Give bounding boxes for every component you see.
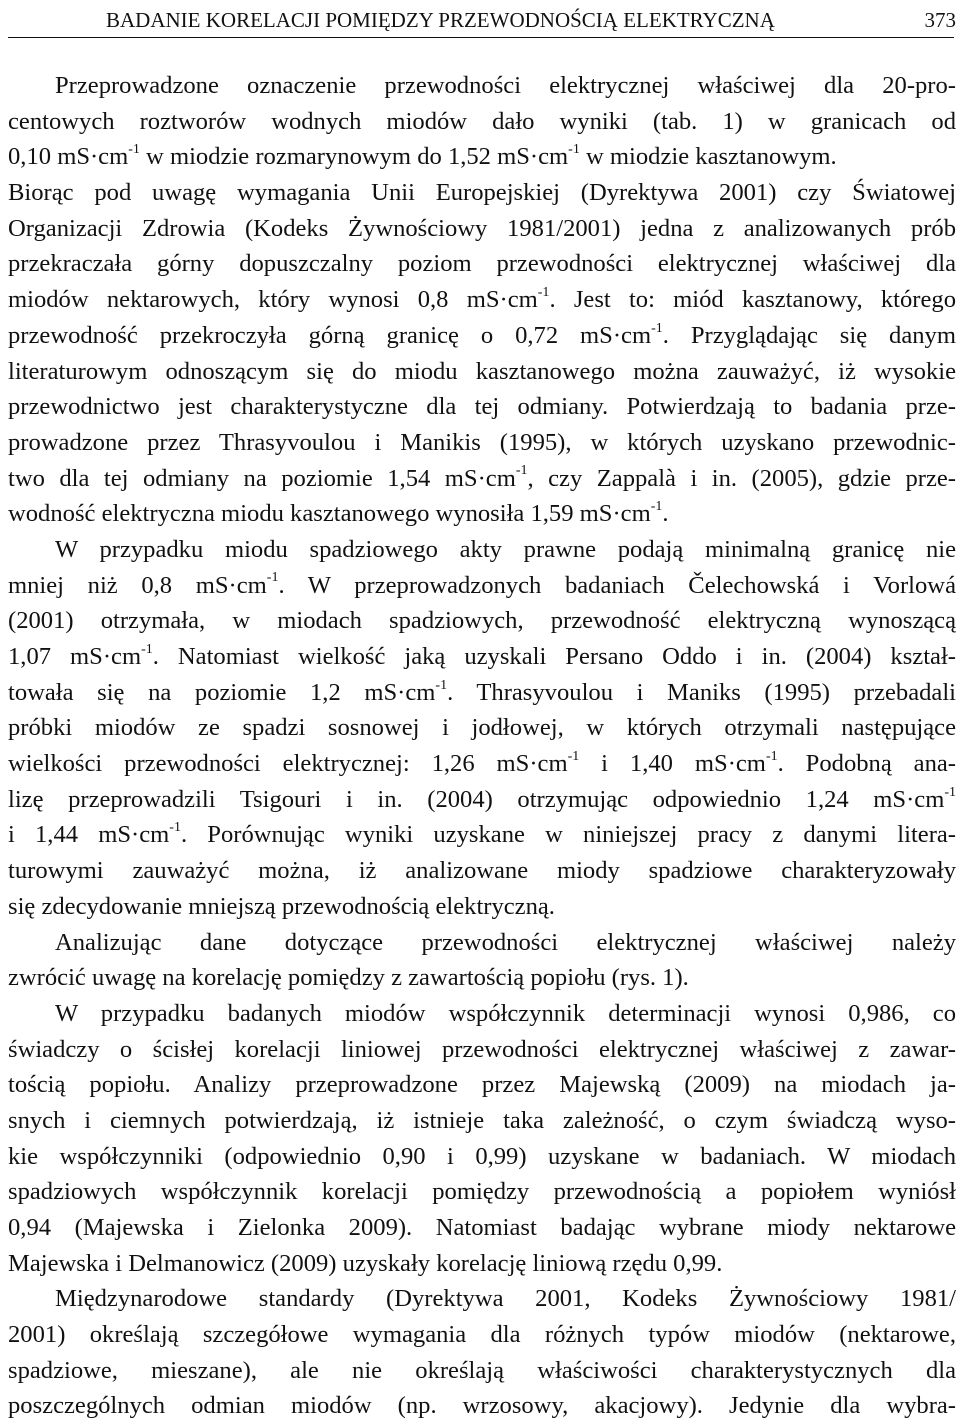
text-line: mniej niż 0,8 $mS\cdot cm^{-1}$. W przeprowadzonych badaniach Čelechowská i Vorlowá <box>8 570 956 599</box>
text-line: 0,10 $mS\cdot cm^{-1}$ w miodzie rozmarynowym do 1,52 $mS\cdot cm^{-1}$ w miodzie kasztanowym. <box>8 142 837 171</box>
running-header-title: BADANIE KORELACJI POMIĘDZY PRZEWODNOŚCIĄ ELEKTRYCZNĄ <box>106 8 775 32</box>
body-text <box>8 68 956 1424</box>
text-line: 1,07 $mS\cdot cm^{-1}$. Natomiast wielkość jaką uzyskali Persano Oddo i in. (2004) kształ- <box>8 641 956 670</box>
text-line: Analizując dane dotyczące przewodności elektrycznej właściwej należy <box>55 928 956 956</box>
superscript: -1 <box>128 142 140 158</box>
text-line: snych i ciemnych potwierdzają, iż istnieje taka zależność, o czym świadczą wyso- <box>8 1106 956 1134</box>
text-line: Biorąc pod uwagę wymagania Unii Europejskiej (Dyrektywa 2001) czy Światowej <box>8 179 956 207</box>
page-number: 373 <box>924 8 956 32</box>
text-line: tością popiołu. Analizy przeprowadzone przez Majewską (2009) na miodach ja- <box>8 1071 956 1099</box>
text-line: Organizacji Zdrowia (Kodeks Żywnościowy 1981/2001) jedna z analizowanych prób <box>8 214 956 242</box>
superscript: -1 <box>266 570 279 586</box>
text-line: przekraczała górny dopuszczalny poziom przewodności elektrycznej właściwej dla <box>8 250 956 278</box>
text-line: W przypadku miodu spadziowego akty prawne podają minimalną granicę nie <box>55 535 956 563</box>
text-line: (2001) otrzymała, w miodach spadziowych, przewodność elektryczną wynoszącą <box>8 607 956 635</box>
superscript: -1 <box>537 284 550 300</box>
text-line: poszczególnych odmian miodów (np. wrzosowy, akacjowy). Jedynie dla wybra- <box>8 1392 956 1420</box>
text-line: literaturowym odnoszącym się do miodu kasztanowego można zauważyć, iż wysokie <box>8 357 956 385</box>
superscript: -1 <box>567 748 580 764</box>
text-line: turowymi zauważyć można, iż analizowane miody spadziowe charakteryzowały <box>8 857 956 885</box>
text-line: lizę przeprowadzili Tsigouri i in. (2004) otrzymując odpowiednio 1,24 $mS\cdot cm^{-1}$ <box>8 784 956 813</box>
text-line: spadziowe, mieszane), ale nie określają właściwości charakterystycznych dla <box>8 1356 956 1384</box>
header-rule <box>8 37 954 38</box>
text-line: Majewska i Delmanowicz (2009) uzyskały korelację liniową rzędu 0,99. <box>8 1249 723 1277</box>
text-line: zwrócić uwagę na korelację pomiędzy z zawartością popiołu (rys. 1). <box>8 964 689 992</box>
text-line: się zdecydowanie mniejszą przewodnością elektryczną. <box>8 892 555 920</box>
text-line: i 1,44 $mS\cdot cm^{-1}$. Porównując wyniki uzyskane w niniejszej pracy z danymi litera- <box>8 820 956 849</box>
text-line: Międzynarodowe standardy (Dyrektywa 2001, Kodeks Żywnościowy 1981/ <box>55 1285 956 1313</box>
superscript: -1 <box>141 641 153 657</box>
text-line: prowadzone przez Thrasyvoulou i Manikis (1995), w których uzyskano przewodnic- <box>8 428 956 456</box>
text-line: przewodnictwo jest charakterystyczne dla tej odmiany. Potwierdzają to badania prze- <box>8 393 956 421</box>
superscript: -1 <box>651 320 663 336</box>
text-line: two dla tej odmiany na poziomie 1,54 $mS\cdot cm^{-1}$, czy Zappalà i in. (2005), gdzie prze- <box>8 463 956 492</box>
superscript: -1 <box>650 499 663 515</box>
text-line: świadczy o ścisłej korelacji liniowej przewodności elektrycznej właściwej z zawar- <box>8 1035 956 1063</box>
text-line: próbki miodów ze spadzi sosnowej i jodłowej, w których otrzymali następujące <box>8 714 956 742</box>
superscript: -1 <box>435 677 448 693</box>
text-line: 2001) określają szczegółowe wymagania dla różnych typów miodów (nektarowe, <box>8 1321 956 1349</box>
text-line: wielkości przewodności elektrycznej: 1,26 $mS\cdot cm^{-1}$ i 1,40 $mS\cdot cm^{-1}$. Podobną ana- <box>8 748 956 778</box>
text-line: wodność elektryczna miodu kasztanowego wynosiła 1,59 $mS\cdot cm^{-1}$. <box>8 499 669 528</box>
superscript: -1 <box>944 784 956 800</box>
text-line: towała się na poziomie 1,2 $mS\cdot cm^{-1}$. Thrasyvoulou i Maniks (1995) przebadali <box>8 677 956 706</box>
superscript: -1 <box>169 820 181 836</box>
text-line: spadziowych współczynnik korelacji pomiędzy przewodnością a popiołem wyniósł <box>8 1178 956 1206</box>
superscript: -1 <box>568 142 580 158</box>
text-line: 0,94 (Majewska i Zielonka 2009). Natomiast badając wybrane miody nektarowe <box>8 1214 956 1241</box>
text-line: W przypadku badanych miodów współczynnik determinacji wynosi 0,986, co <box>55 999 956 1027</box>
text-line: miodów nektarowych, który wynosi 0,8 $mS\cdot cm^{-1}$. Jest to: miód kasztanowy, którego <box>8 284 956 314</box>
superscript: -1 <box>765 748 778 764</box>
text-line: centowych roztworów wodnych miodów dało wyniki (tab. 1) w granicach od <box>8 107 956 135</box>
text-line: kie współczynniki (odpowiednio 0,90 i 0,99) uzyskane w badaniach. W miodach <box>8 1142 956 1170</box>
text-line: Przeprowadzone oznaczenie przewodności elektrycznej właściwej dla 20-pro- <box>55 72 956 99</box>
superscript: -1 <box>515 463 528 479</box>
text-line: przewodność przekroczyła górną granicę o 0,72 $mS\cdot cm^{-1}$. Przyglądając się danym <box>8 320 956 349</box>
